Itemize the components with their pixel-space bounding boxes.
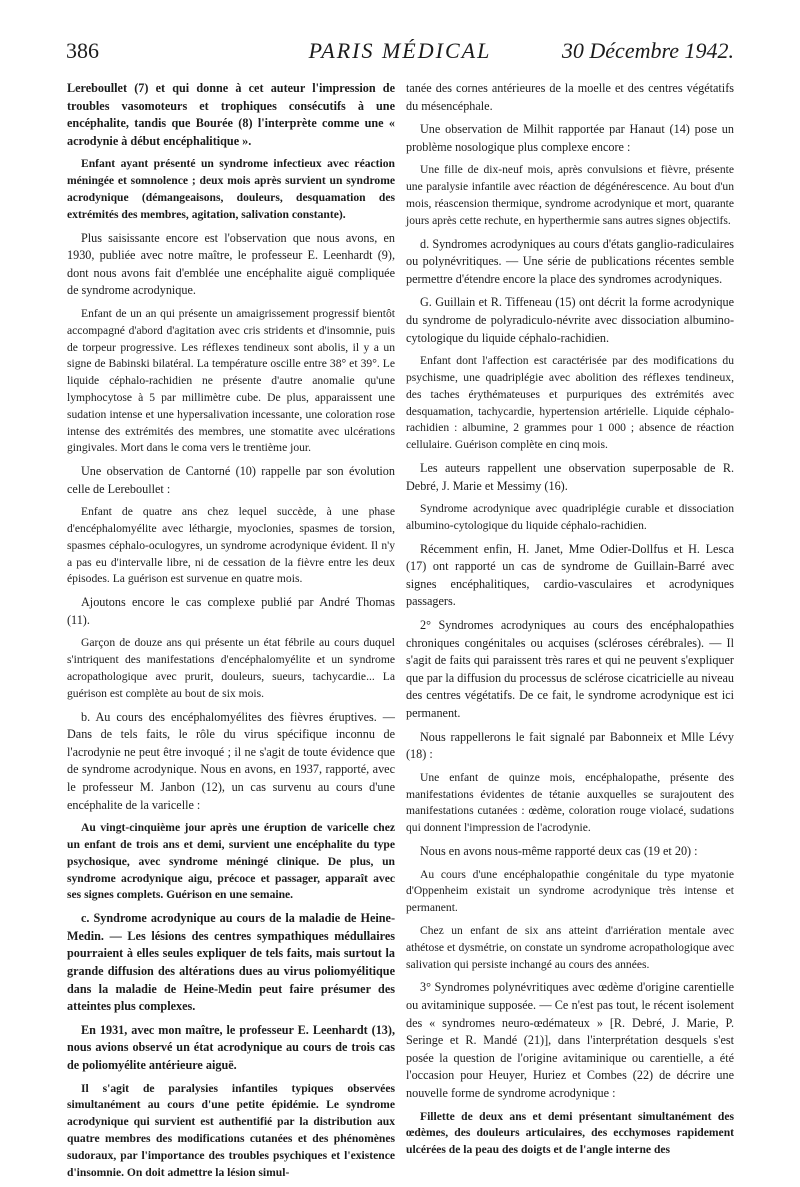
issue-date: 30 Décembre 1942. — [561, 38, 734, 63]
paragraph: Au cours d'une encéphalopathie congénitale du type myatonie d'Oppenheim existait un syndrome acrodynique très intense et permanent. — [406, 867, 734, 915]
paragraph: Récemment enfin, H. Janet, Mme Odier-Dollfus et H. Lesca (17) ont rapporté un cas de syndrome de Guillain-Barré avec signes encéphalitiques, cardio-vasculaires et acrodyniques passagers. — [406, 541, 734, 609]
paragraph: b. Au cours des encéphalomyélites des fièvres éruptives. — Dans de tels faits, le rôle du virus spécifique inconnu de l'acrodynie ne peut être invoqué ; il ne s'agit de toute évidence que de syndrome acrodynique. Nous en avons, en 1937, rapporté, avec le professeur M. Janbon (12), un cas survenu au cours d'une encéphalite de la varicelle : — [67, 709, 395, 812]
paragraph: Nous rappellerons le fait signalé par Babonneix et Mlle Lévy (18) : — [406, 729, 734, 762]
paragraph: Chez un enfant de six ans atteint d'arriération mentale avec athétose et dysmétrie, on constate un syndrome acropathologique avec salivation qui persiste inchangé au cours des années. — [406, 923, 734, 971]
journal-title: PARIS MÉDICAL — [308, 38, 492, 63]
paragraph: Plus saisissante encore est l'observation que nous avons, en 1930, publiée avec notre maître, le professeur E. Leenhardt (9), dont nous avons fait d'emblée une encéphalite aiguë compliquée de syndrome acrodynique. — [67, 230, 395, 298]
right-column — [406, 80, 734, 1165]
page-number: 386 — [66, 38, 99, 63]
left-column — [67, 80, 395, 1187]
paragraph: 3° Syndromes polynévritiques avec œdème d'origine carentielle ou avitaminique supposée. — Ce n'est pas tout, le récent isolement des « syndromes neuro-œdémateux » [R. Debré, J. Marie, P. Seringe et R. Mandé (21)], dans l'interprétation desquels s'est posée la question de l'origine avitaminique ou carentielle, a été l'occasion pour Heuyer, Huriez et Combes (22) de décrire une nouvelle forme de syndrome acrodynique : — [406, 980, 734, 1100]
paragraph: Nous en avons nous-même rapporté deux cas (19 et 20) : — [420, 844, 698, 858]
paragraph: Syndrome acrodynique avec quadriplégie curable et dissociation albumino-cytologique du liquide céphalo-rachidien. — [406, 502, 734, 532]
paragraph: Il s'agit de paralysies infantiles typiques observées simultanément au cours d'une petite épidémie. Le syndrome acrodynique qui survient est authentifié par la distribution aux quatre membres des modifications cutanées et des phénomènes sudoraux, par l'importance des troubles psychiques et l'existence d'insomnie. On doit admettre la lésion simul- — [67, 1081, 395, 1179]
paragraph: Une observation de Cantorné (10) rappelle par son évolution celle de Lereboullet : — [67, 464, 395, 496]
paragraph: Les auteurs rappellent une observation superposable de R. Debré, J. Marie et Messimy (16). — [406, 460, 734, 493]
paragraph: Une observation de Milhit rapportée par Hanaut (14) pose un problème nosologique plus complexe encore : — [406, 122, 734, 154]
page-header — [66, 38, 734, 72]
paragraph: tanée des cornes antérieures de la moelle et des centres végétatifs du mésencéphale. — [406, 81, 734, 113]
paragraph: G. Guillain et R. Tiffeneau (15) ont décrit la forme acrodynique du syndrome de polyradiculo-névrite avec dissociation albumino-cytologique du liquide céphalo-rachidien. — [406, 295, 734, 345]
paragraph: Enfant de quatre ans chez lequel succède, à une phase d'encéphalomyélite avec léthargie, myoclonies, spasmes de torsion, spasmes céphalo-oculogyres, un syndrome acrodynique évident. Il n'y a pas eu d'intervalle libre, ni de cessation de la fièvre entre les deux épisodes. La guérison est survenue en quatre mois. — [67, 505, 395, 586]
paragraph: Enfant ayant présenté un syndrome infectieux avec réaction méningée et somnolence ; deux mois après survient un syndrome acrodynique (démangeaisons, douleurs, desquamation des extrémités des membres, agitation, salivation constante). — [67, 157, 395, 221]
paragraph: Enfant de un an qui présente un amaigrissement progressif bientôt accompagné d'abord d'agitation avec cris stridents et d'insomnie, puis de torpeur progressive. Les réflexes tendineux sont abolis, il y a un signe de Babinski bilatéral. La température oscille entre 38° et 39°. Le liquide céphalo-rachidien ne présente d'autre anomalie qu'une lymphocytose à 5 par millimètre cube. De plus, apparaissent une sudation intense et une hypersalivation incessante, une coloration rose intense des extrémités des membres, une stomatite avec ulcérations gingivales. Mort dans le coma vers le trentième jour. — [67, 306, 395, 455]
paragraph: Une enfant de quinze mois, encéphalopathe, présente des manifestations évidentes de tétanie auxquelles se surajoutent des manifestations cutanées : œdème, coloration rouge violacé, sudations qui donnent l'impression de l'acrodynie. — [406, 770, 734, 835]
paragraph: Lereboullet (7) et qui donne à cet auteur l'impression de troubles vasomoteurs et trophiques consécutifs à une encéphalite, tandis que Bourée (8) l'interprète comme une « acrodynie à début encéphalitique ». — [67, 81, 395, 148]
paragraph: Au vingt-cinquième jour après une éruption de varicelle chez un enfant de trois ans et demi, survient une encéphalite du type psychosique, avec syndrome méningé clinique. De plus, un syndrome acrodynique aigu, précoce et passager, apparaît avec ses signes complets. Guérison en une semaine. — [67, 821, 395, 902]
paragraph: c. Syndrome acrodynique au cours de la maladie de Heine-Medin. — Les lésions des centres sympathiques médullaires pourraient à elles seules expliquer de tels faits, mais surtout la grande diffusion des altérations dues au virus poliomyélitique dans la maladie de Heine-Medin peut faire présumer des atteintes plus complexes. — [67, 911, 395, 1014]
paragraph: d. Syndromes acrodyniques au cours d'états ganglio-radiculaires ou polynévritiques. — Une série de publications récentes semble permettre d'étendre encore la place des syndromes acrodyniques. — [406, 236, 734, 286]
paragraph: Fillette de deux ans et demi présentant simultanément des œdèmes, des douleurs articulaires, des ecchymoses rapidement ulcérées de la peau des doigts et de l'angle interne des — [406, 1109, 734, 1157]
paragraph: Une fille de dix-neuf mois, après convulsions et fièvre, présente une paralysie infantile avec réaction de dégénérescence. Au bout d'un mois, réascension thermique, syndrome acrodynique et mort, quarante jours après cette rechute, en hyperthermie sans autres signes objectifs. — [406, 163, 734, 227]
paragraph: Enfant dont l'affection est caractérisée par des modifications du psychisme, une quadriplégie avec abolition des réflexes tendineux, des taches érythémateuses et purpuriques des extrémités avec desquamation, tachycardie, hypertension artérielle. Liquide céphalo-rachidien : albumine, 2 grammes pour 1 000 ; absence de réaction cellulaire. Guérison complète en cinq mois. — [406, 354, 734, 452]
paragraph: Ajoutons encore le cas complexe publié par André Thomas (11). — [67, 595, 395, 627]
paragraph: Garçon de douze ans qui présente un état fébrile au cours duquel s'intriquent des manifestations d'encéphalomyélite et un syndrome acropathologique avec prurit, douleurs, sueurs, tachycardie... La guérison est complète au bout de six mois. — [67, 636, 395, 700]
paragraph: En 1931, avec mon maître, le professeur E. Leenhardt (13), nous avions observé un état acrodynique au cours de trois cas de poliomyélite antérieure aiguë. — [67, 1022, 395, 1072]
paragraph: 2° Syndromes acrodyniques au cours des encéphalopathies chroniques congénitales ou acquises (scléroses cérébrales). — Il s'agit de faits qui paraissent très rares et qui ne peuvent s'expliquer que par la diffusion du processus de sclérose cicatricielle au niveau des centres végétatifs. De ce fait, le syndrome acrodynique est ici permanent. — [406, 618, 734, 721]
